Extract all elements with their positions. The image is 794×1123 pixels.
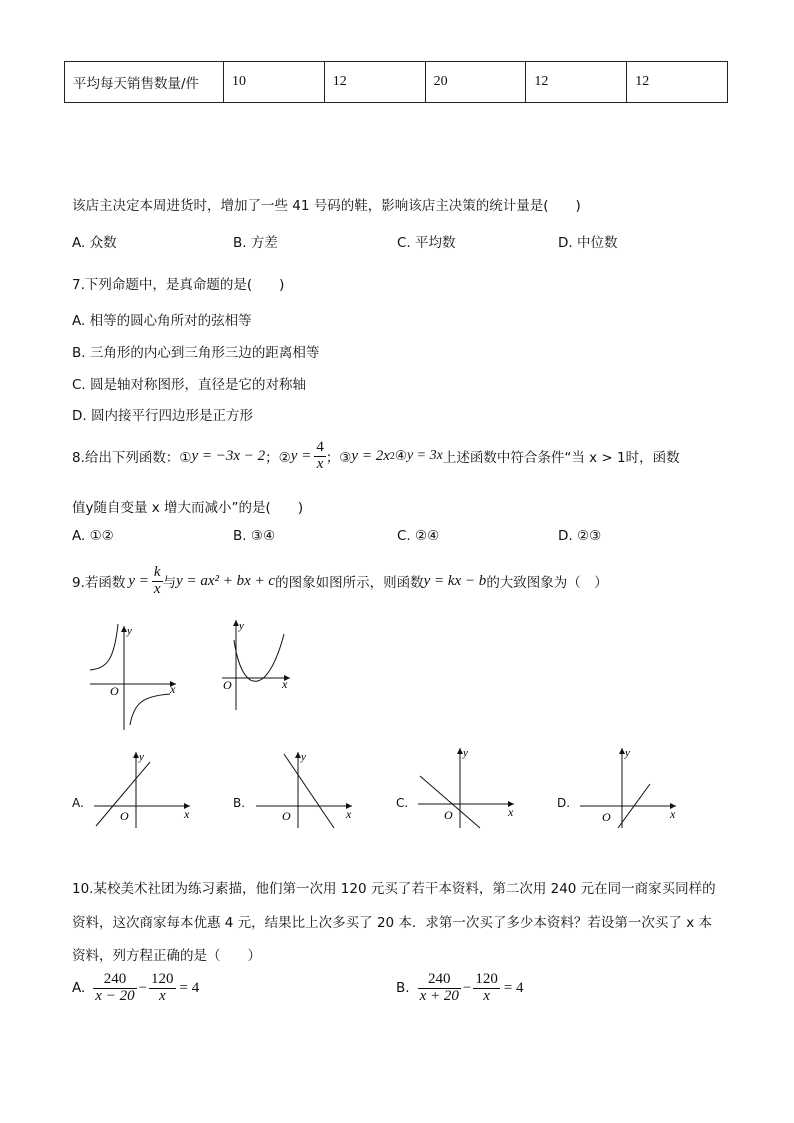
- q9-parabola-graph: [218, 616, 298, 712]
- q7-option-b: B. 三角形的内心到三角形三边的距离相等: [72, 345, 320, 361]
- table-cell: 20: [425, 62, 526, 103]
- q9-option-b-label: B.: [233, 796, 246, 810]
- axis-label-y: y: [127, 625, 132, 637]
- q7-option-a: A. 相等的圆心角所对的弦相等: [72, 313, 252, 329]
- q10-option-b: B. $\frac{240}{x + 20}$ − $\frac{120}{x}$ = 4: [396, 970, 524, 1004]
- q8-option-c: C. ②④: [397, 528, 440, 544]
- axis-label-x: x: [282, 677, 288, 691]
- q9-option-d-graph: [576, 744, 682, 830]
- svg-text:x: x: [184, 807, 190, 821]
- origin-label: O: [223, 678, 232, 692]
- q6-option-c: C. 平均数: [397, 235, 456, 251]
- q6-stem: 该店主决定本周进货时，增加了一些 41 号码的鞋，影响该店主决策的统计量是( ): [72, 198, 581, 214]
- q9-option-b-graph: [252, 748, 358, 830]
- svg-text:y: y: [463, 747, 468, 759]
- svg-text:x: x: [508, 805, 514, 819]
- q8-function-2-fraction: $\frac{4}{x}$: [316, 438, 324, 472]
- q6-option-a: A. 众数: [72, 235, 117, 251]
- axis-label-x: x: [170, 682, 176, 696]
- q8-stem-line2: 值y随自变量 x 增大而减小”的是( ): [72, 500, 304, 516]
- svg-text:O: O: [444, 808, 453, 822]
- table-cell: 10: [224, 62, 325, 103]
- q10-stem-line3: 资料，列方程正确的是（ ）: [72, 948, 261, 964]
- q8-option-a: A. ①②: [72, 528, 114, 544]
- q8-function-3: y = 2x: [351, 447, 390, 464]
- q9-option-a-graph: [90, 748, 196, 830]
- origin-label: O: [110, 684, 119, 698]
- q9-option-a-label: A.: [72, 796, 84, 810]
- sales-table: [64, 61, 728, 103]
- q8-option-b: B. ③④: [233, 528, 276, 544]
- q9-stem: 9.若函数 y = $\frac{k}{x}$ 与 y = ax² + bx + c 的图象如图所示，则函数 y = kx − b 的大致图象为（ ）: [72, 563, 608, 597]
- svg-text:O: O: [282, 809, 291, 823]
- q9-function-2: y = ax² + bx + c: [176, 572, 276, 589]
- q8-function-4: y = 3x: [406, 448, 443, 463]
- svg-text:x: x: [670, 807, 676, 821]
- table-row: [65, 62, 728, 103]
- q10-stem-line1: 10.某校美术社团为练习素描，他们第一次用 120 元买了若干本资料，第二次用 240 元在同一商家买同样的: [72, 881, 716, 897]
- q9-function-3: y = kx − b: [423, 572, 487, 589]
- q6-option-d: D. 中位数: [558, 235, 618, 251]
- q10-stem-line2: 资料，这次商家每本优惠 4 元，结果比上次多买了 20 本．求第一次买了多少本资料？若设第一次买了 x 本: [72, 915, 713, 931]
- q7-option-c: C. 圆是轴对称图形，直径是它的对称轴: [72, 377, 307, 393]
- svg-text:y: y: [139, 751, 144, 763]
- table-cell: 12: [627, 62, 728, 103]
- q9-option-d-label: D.: [557, 796, 571, 810]
- svg-text:x: x: [346, 807, 352, 821]
- q7-stem: 7.下列命题中，是真命题的是( ): [72, 277, 285, 293]
- q9-function-1-fraction: $\frac{k}{x}$: [153, 563, 161, 597]
- table-row-label: 平均每天销售数量/件: [65, 62, 224, 103]
- svg-text:O: O: [602, 810, 611, 824]
- q8-option-d: D. ②③: [558, 528, 602, 544]
- table-cell: 12: [526, 62, 627, 103]
- axis-label-y: y: [239, 620, 244, 632]
- q9-hyperbola-graph: [84, 620, 184, 732]
- q10-option-a: A. $\frac{240}{x - 20}$ − $\frac{120}{x}$ = 4: [72, 970, 200, 1004]
- svg-text:y: y: [301, 751, 306, 763]
- q9-option-c-graph: [414, 744, 520, 830]
- table-cell: 12: [324, 62, 425, 103]
- q6-option-b: B. 方差: [233, 235, 278, 251]
- q8-function-1: y = −3x − 2: [191, 447, 266, 464]
- svg-text:y: y: [625, 747, 630, 759]
- q7-option-d: D. 圆内接平行四边形是正方形: [72, 408, 253, 424]
- q8-stem: 8.给出下列函数：① y = −3x − 2 ；② y = $\frac{4}{x}$ ；③ y = 2x 2 ④ y = 3x 上述函数中符合条件“当 x > 1时，函数: [72, 438, 680, 472]
- q9-option-c-label: C.: [396, 796, 409, 810]
- svg-text:O: O: [120, 809, 129, 823]
